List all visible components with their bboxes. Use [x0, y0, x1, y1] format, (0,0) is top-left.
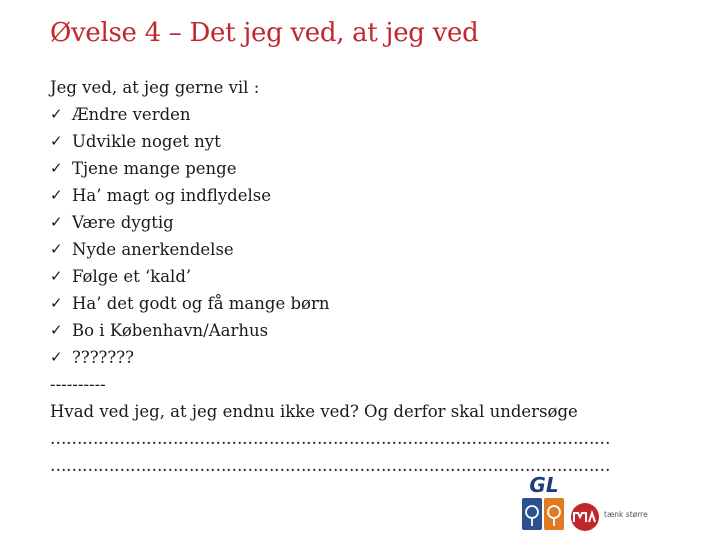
checklist-item: [50, 317, 670, 344]
face-icon: [544, 498, 564, 530]
checklist-item-label: Være dygtig: [72, 213, 174, 232]
check-icon: ✓: [50, 132, 63, 150]
ma-logo-icon: [566, 502, 604, 532]
dotted-line-1: ……………………………………………………………………………………………: [50, 429, 610, 448]
dotted-line-2: ……………………………………………………………………………………………: [50, 456, 610, 475]
intro-text: Jeg ved, at jeg gerne vil :: [50, 78, 260, 97]
checklist-item: [50, 101, 670, 128]
slide-title: Øvelse 4 – Det jeg ved, at jeg ved: [50, 18, 479, 48]
checklist-item: [50, 290, 670, 317]
checklist-item: [50, 209, 670, 236]
gl-logo-text: GL: [529, 473, 559, 497]
logo-area: [520, 474, 720, 540]
gl-logo-orange-block: [544, 498, 564, 530]
separator-line: ----------: [50, 375, 106, 394]
check-icon: ✓: [50, 267, 63, 285]
check-icon: ✓: [50, 159, 63, 177]
ma-logo-tagline: tænk større: [604, 510, 648, 519]
check-icon: ✓: [50, 105, 63, 123]
check-icon: ✓: [50, 321, 63, 339]
gl-logo: [520, 474, 566, 534]
checklist-item-label: ???????: [72, 348, 134, 367]
check-icon: ✓: [50, 240, 63, 258]
checklist-item: [50, 155, 670, 182]
checklist-item: [50, 128, 670, 155]
checklist-item-label: Ha’ magt og indflydelse: [72, 186, 272, 205]
check-icon: ✓: [50, 186, 63, 204]
check-icon: ✓: [50, 294, 63, 312]
question-text: Hvad ved jeg, at jeg endnu ikke ved? Og derfor skal undersøge: [50, 402, 578, 421]
check-icon: ✓: [50, 348, 63, 366]
check-icon: ✓: [50, 213, 63, 231]
checklist-item-label: Tjene mange penge: [72, 159, 237, 178]
checklist-item-label: Ha’ det godt og få mange børn: [72, 294, 330, 313]
checklist-item-label: Følge et ‘kald’: [72, 267, 192, 286]
checklist: [50, 101, 670, 371]
checklist-item: [50, 344, 670, 371]
checklist-item-label: Nyde anerkendelse: [72, 240, 234, 259]
slide-content: [50, 74, 670, 479]
checklist-item: [50, 263, 670, 290]
checklist-item-label: Ændre verden: [72, 105, 191, 124]
gl-logo-blue-block: [522, 498, 542, 530]
checklist-item: [50, 236, 670, 263]
checklist-item-label: Udvikle noget nyt: [72, 132, 221, 151]
checklist-item-label: Bo i København/Aarhus: [72, 321, 269, 340]
face-icon: [522, 498, 542, 530]
checklist-item: [50, 182, 670, 209]
